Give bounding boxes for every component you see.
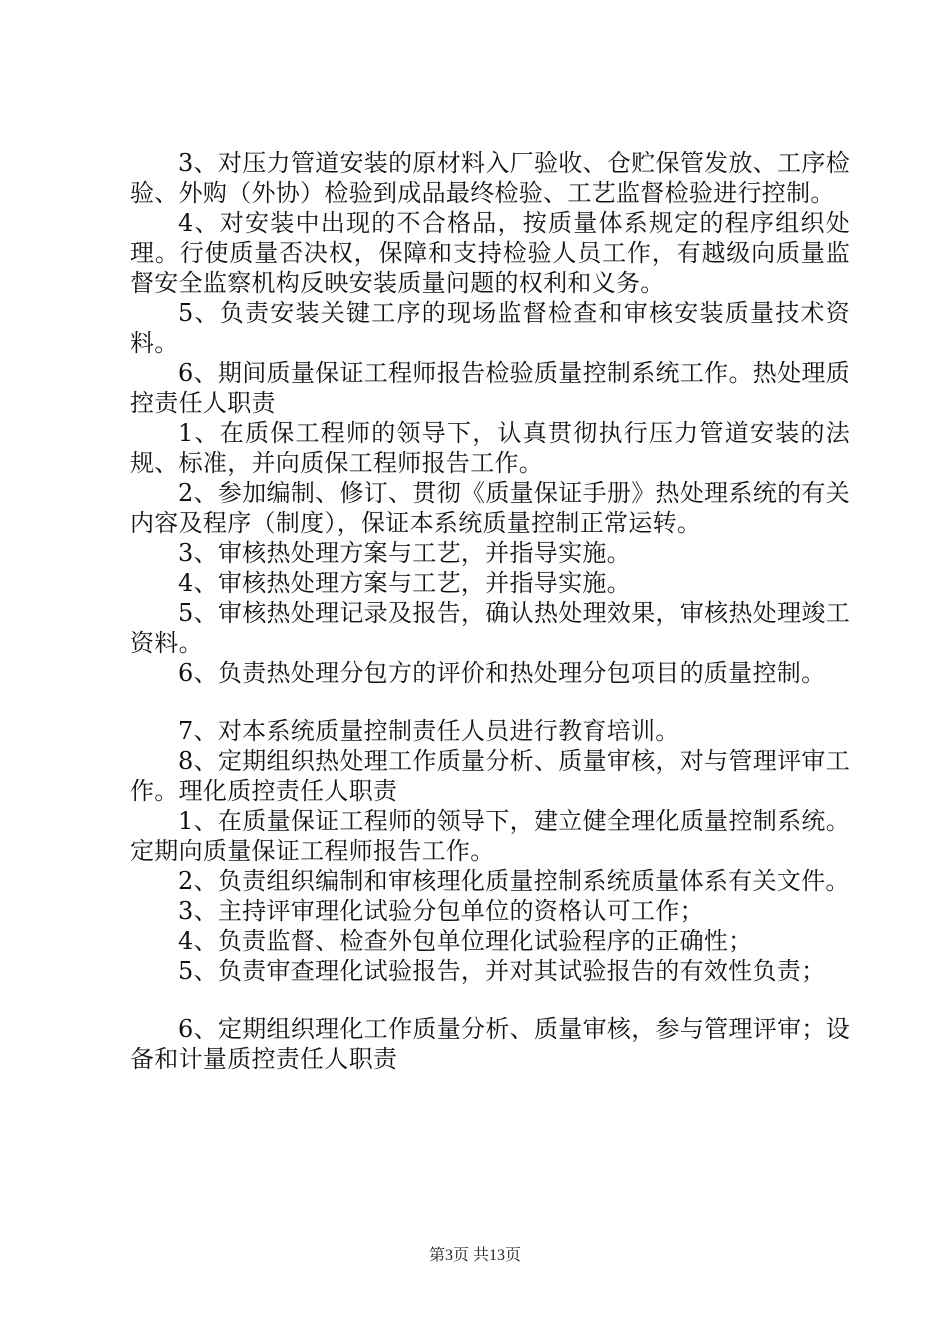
paragraph-3: 5、负责安装关键工序的现场监督检查和审核安装质量技术资料。 [130, 299, 850, 357]
paragraph-16: 4、负责监督、检查外包单位理化试验程序的正确性； [178, 927, 753, 955]
paragraph-11: 7、对本系统质量控制责任人员进行教育培训。 [178, 717, 680, 745]
paragraph-6: 2、参加编制、修订、贯彻《质量保证手册》热处理系统的有关内容及程序（制度），保证本系统质量控制正常运转。 [130, 479, 850, 537]
paragraph-17: 5、负责审查理化试验报告，并对其试验报告的有效性负责； [178, 957, 826, 985]
paragraph-15: 3、主持评审理化试验分包单位的资格认可工作； [178, 897, 704, 925]
paragraph-10: 6、负责热处理分包方的评价和热处理分包项目的质量控制。 [178, 659, 826, 687]
paragraph-2: 4、对安装中出现的不合格品，按质量体系规定的程序组织处理。行使质量否决权，保障和支持检验人员工作，有越级向质量监督安全监察机构反映安装质量问题的权利和义务。 [130, 209, 850, 297]
paragraph-12: 8、定期组织热处理工作质量分析、质量审核，对与管理评审工作。理化质控责任人职责 [130, 747, 850, 805]
paragraph-14: 2、负责组织编制和审核理化质量控制系统质量体系有关文件。 [178, 867, 850, 895]
paragraph-1: 3、对压力管道安装的原材料入厂验收、仓贮保管发放、工序检验、外购（外协）检验到成品最终检验、工艺监督检验进行控制。 [130, 149, 850, 207]
paragraph-18: 6、定期组织理化工作质量分析、质量审核，参与管理评审；设备和计量质控责任人职责 [130, 1015, 850, 1073]
paragraph-13: 1、在质量保证工程师的领导下，建立健全理化质量控制系统。定期向质量保证工程师报告工作。 [130, 807, 850, 865]
document-body [130, 148, 850, 1074]
page-number-footer: 第3页 共13页 [428, 1247, 521, 1264]
paragraph-4: 6、期间质量保证工程师报告检验质量控制系统工作。热处理质控责任人职责 [130, 359, 850, 417]
paragraph-7: 3、审核热处理方案与工艺，并指导实施。 [178, 539, 631, 567]
paragraph-9: 5、审核热处理记录及报告，确认热处理效果，审核热处理竣工资料。 [130, 599, 850, 657]
paragraph-5: 1、在质保工程师的领导下，认真贯彻执行压力管道安装的法规、标准，并向质保工程师报告工作。 [130, 419, 850, 477]
paragraph-8: 4、审核热处理方案与工艺，并指导实施。 [178, 569, 631, 597]
